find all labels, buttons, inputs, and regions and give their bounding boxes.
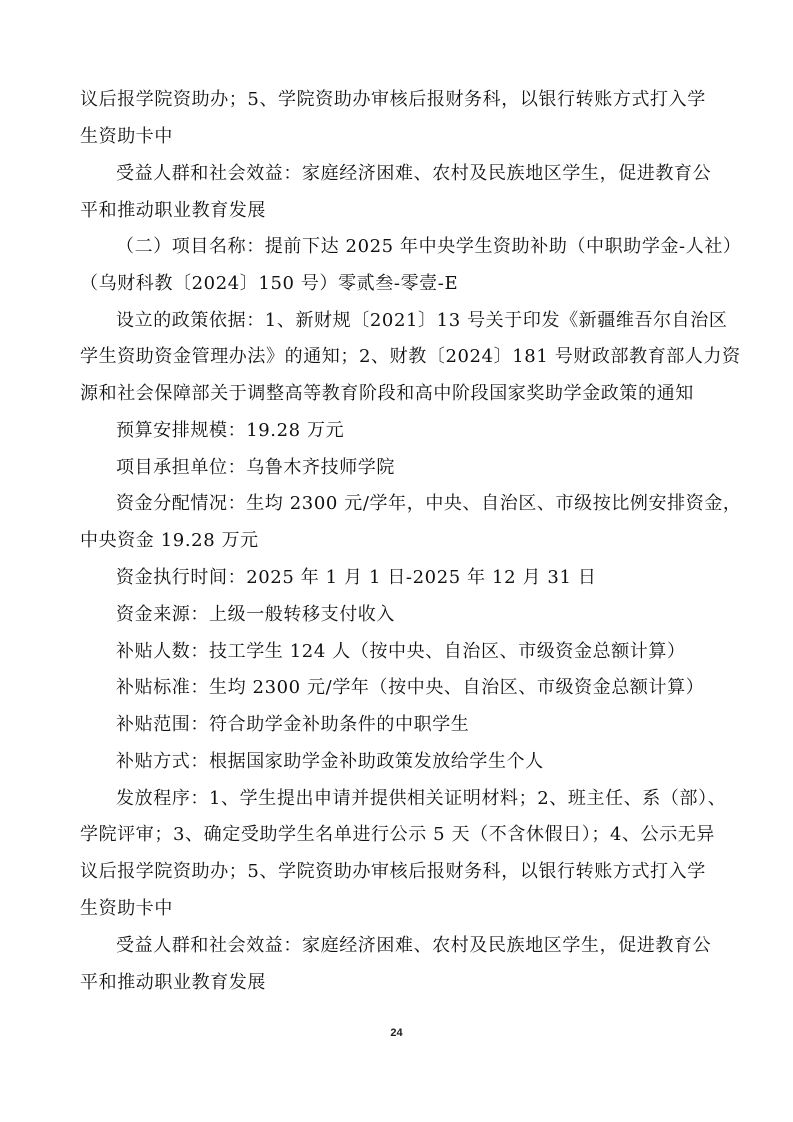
text-line: 补贴人数：技工学生 124 人（按中央、自治区、市级资金总额计算） bbox=[116, 641, 686, 662]
text-line: 学生资助资金管理办法》的通知；2、财教〔2024〕181 号财政部教育部人力资 bbox=[80, 346, 741, 367]
text-line: 补贴范围：符合助学金补助条件的中职学生 bbox=[116, 714, 470, 735]
text-line: 资金执行时间：2025 年 1 月 1 日-2025 年 12 月 31 日 bbox=[116, 567, 597, 588]
text-line: 受益人群和社会效益：家庭经济困难、农村及民族地区学生，促进教育公 bbox=[116, 163, 712, 184]
page-number: 24 bbox=[390, 1027, 403, 1039]
section-heading: （二）项目名称：提前下达 2025 年中央学生资助补助（中职助学金-人社） bbox=[116, 236, 742, 257]
text-line: 受益人群和社会效益：家庭经济困难、农村及民族地区学生，促进教育公 bbox=[116, 935, 712, 956]
text-line: 议后报学院资助办；5、学院资助办审核后报财务科，以银行转账方式打入学 bbox=[80, 861, 706, 882]
text-line: 资金来源：上级一般转移支付收入 bbox=[116, 604, 395, 625]
text-line: 生资助卡中 bbox=[80, 126, 173, 147]
text-line: 补贴方式：根据国家助学金补助政策发放给学生个人 bbox=[116, 751, 544, 772]
text-line: 补贴标准：生均 2300 元/学年（按中央、自治区、市级资金总额计算） bbox=[116, 677, 705, 698]
text-line: 学院评审；3、确定受助学生名单进行公示 5 天（不含休假日）；4、公示无异 bbox=[80, 824, 715, 845]
text-line: 平和推动职业教育发展 bbox=[80, 200, 266, 221]
text-line: 生资助卡中 bbox=[80, 898, 173, 919]
text-line: 资金分配情况：生均 2300 元/学年，中央、自治区、市级按比例安排资金， bbox=[116, 493, 742, 514]
text-line: 源和社会保障部关于调整高等教育阶段和高中阶段国家奖助学金政策的通知 bbox=[80, 383, 694, 404]
text-line: 预算安排规模：19.28 万元 bbox=[116, 420, 345, 441]
text-line: 设立的政策依据：1、新财规〔2021〕13 号关于印发《新疆维吾尔自治区 bbox=[116, 310, 728, 331]
section-heading: （乌财科教〔2024〕150 号）零贰叁-零壹-E bbox=[80, 273, 459, 294]
text-line: 议后报学院资助办；5、学院资助办审核后报财务科，以银行转账方式打入学 bbox=[80, 89, 706, 110]
text-line: 平和推动职业教育发展 bbox=[80, 972, 266, 993]
text-line: 中央资金 19.28 万元 bbox=[80, 530, 259, 551]
text-line: 发放程序：1、学生提出申请并提供相关证明材料；2、班主任、系（部）、 bbox=[116, 788, 727, 809]
text-line: 项目承担单位：乌鲁木齐技师学院 bbox=[116, 457, 395, 478]
